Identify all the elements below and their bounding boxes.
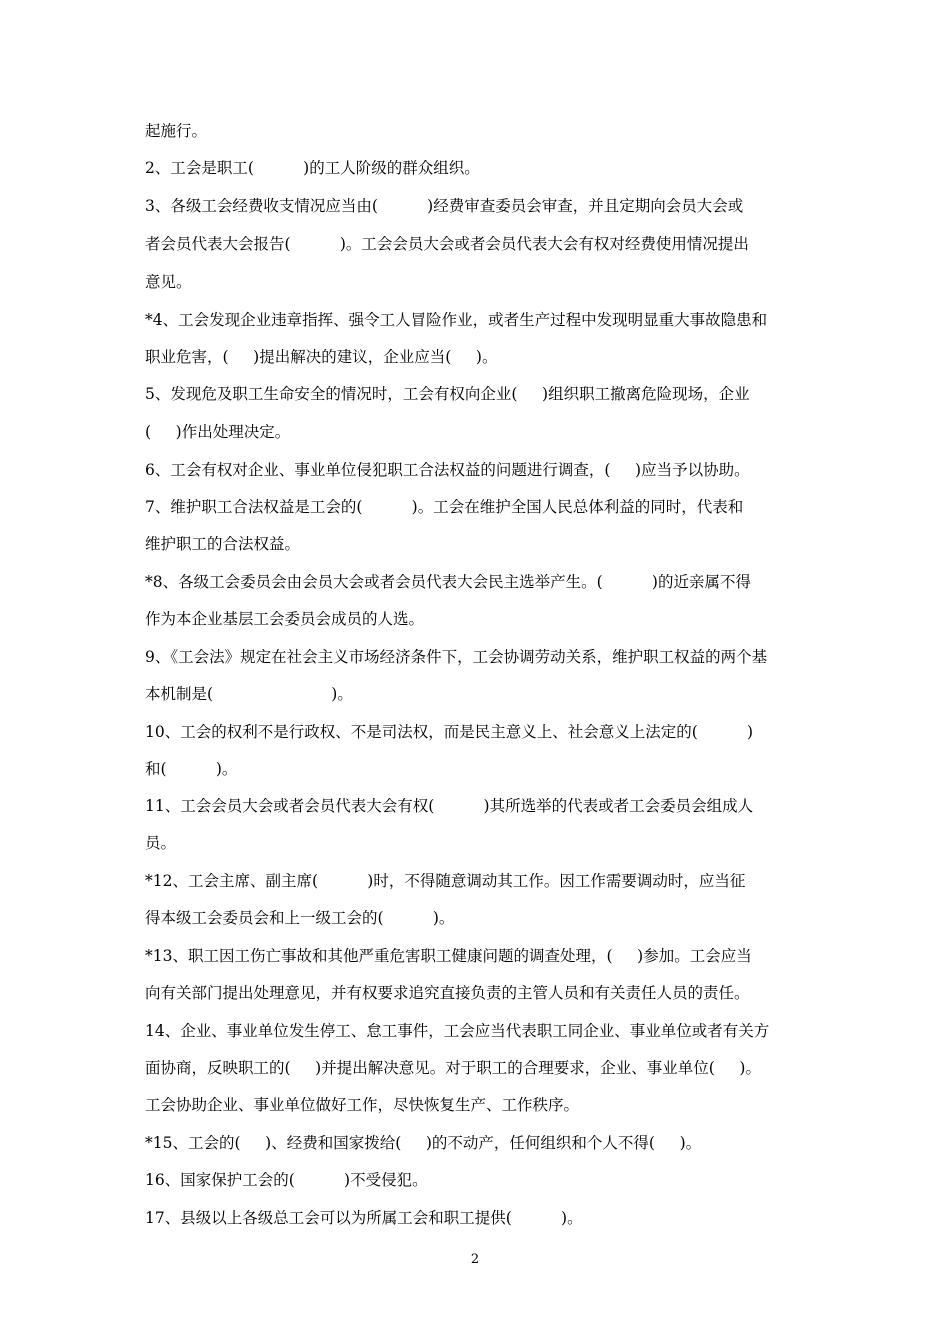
text-line: 14、企业、事业单位发生停工、怠工事件，工会应当代表职工同企业、事业单位或者有关方 — [145, 1022, 770, 1040]
text-line: 职业危害，( )提出解决的建议，企业应当( )。 — [145, 348, 498, 366]
text-line: 向有关部门提出处理意见，并有权要求追究直接负责的主管人员和有关责任人员的责任。 — [145, 984, 750, 1002]
text-line: 3、各级工会经费收支情况应当由( )经费审查委员会审查，并且定期向会员大会或 — [145, 197, 744, 215]
text-line: 2、工会是职工( )的工人阶级的群众组织。 — [145, 159, 480, 177]
text-line: *4、工会发现企业违章指挥、强令工人冒险作业，或者生产过程中发现明显重大事故隐患和 — [145, 311, 768, 329]
text-line: 10、工会的权利不是行政权、不是司法权，而是民主意义上、社会意义上法定的( ) — [145, 723, 754, 741]
text-line: 作为本企业基层工会委员会成员的人选。 — [145, 610, 425, 628]
text-line: 起施行。 — [145, 122, 208, 140]
text-line: 得本级工会委员会和上一级工会的( )。 — [145, 909, 455, 927]
text-line: 5、发现危及职工生命安全的情况时，工会有权向企业( )组织职工撤离危险现场，企业 — [145, 385, 750, 403]
text-line: 维护职工的合法权益。 — [145, 535, 301, 553]
text-line: ( )作出处理决定。 — [145, 423, 291, 441]
page-number: 2 — [470, 1252, 480, 1267]
text-line: *8、各级工会委员会由会员大会或者会员代表大会民主选举产生。( )的近亲属不得 — [145, 573, 751, 591]
text-line: *12、工会主席、副主席( )时，不得随意调动其工作。因工作需要调动时，应当征 — [145, 872, 746, 890]
text-line: 面协商，反映职工的( )并提出解决意见。对于职工的合理要求，企业、事业单位( )。 — [145, 1059, 761, 1077]
text-line: 7、维护职工合法权益是工会的( )。工会在维护全国人民总体利益的同时，代表和 — [145, 498, 744, 516]
text-line: 意见。 — [145, 273, 192, 291]
text-line: 17、县级以上各级总工会可以为所属工会和职工提供( )。 — [145, 1209, 583, 1227]
text-line: 9、《工会法》规定在社会主义市场经济条件下，工会协调劳动关系，维护职工权益的两个基 — [145, 648, 768, 666]
text-line: 者会员代表大会报告( )。工会会员大会或者会员代表大会有权对经费使用情况提出 — [145, 235, 749, 253]
text-line: 11、工会会员大会或者会员代表大会有权( )其所选举的代表或者工会委员会组成人 — [145, 797, 754, 815]
text-line: 6、工会有权对企业、事业单位侵犯职工合法权益的问题进行调查，( )应当予以协助。 — [145, 461, 750, 479]
text-line: 员。 — [145, 834, 177, 852]
text-line: 本机制是( )。 — [145, 685, 353, 703]
text-line: 和( )。 — [145, 760, 238, 778]
text-line: 16、国家保护工会的( )不受侵犯。 — [145, 1171, 428, 1189]
text-line: *13、职工因工伤亡事故和其他严重危害职工健康问题的调查处理，( )参加。工会应当 — [145, 947, 752, 965]
text-line: *15、工会的( )、经费和国家拨给( )的不动产，任何组织和个人不得( )。 — [145, 1134, 702, 1152]
text-line: 工会协助企业、事业单位做好工作，尽快恢复生产、工作秩序。 — [145, 1096, 580, 1114]
